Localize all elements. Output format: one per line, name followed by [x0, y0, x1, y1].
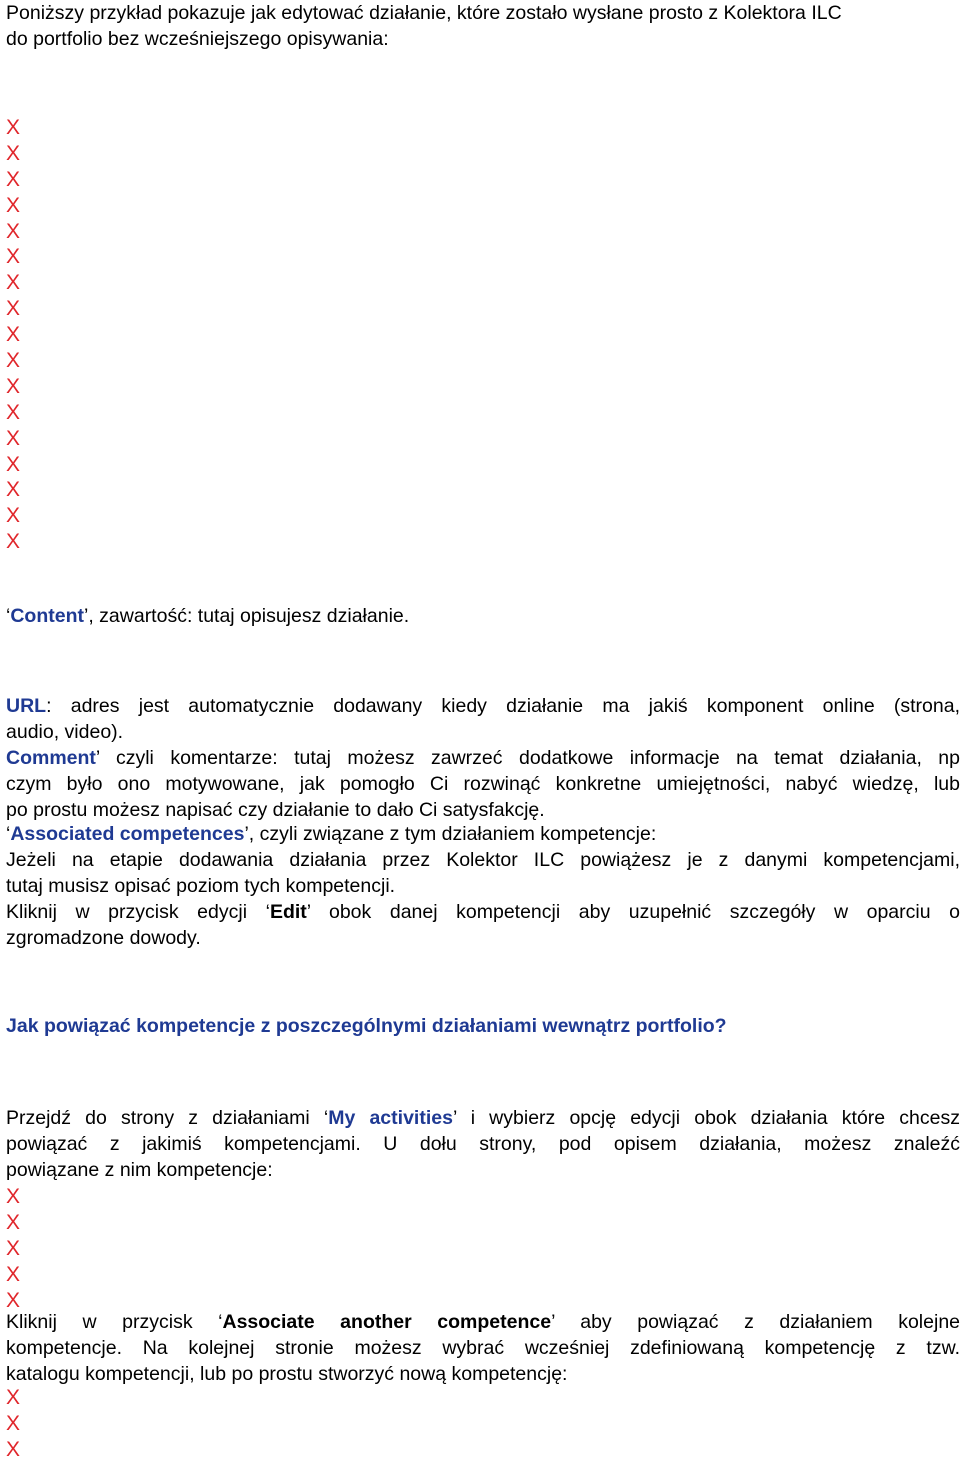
heading-text: Jak powiązać kompetencje z poszczególnymi działaniami wewnątrz portfolio? [6, 1015, 727, 1037]
intro-paragraph [6, 1, 960, 53]
broken-image-group-3 [6, 1385, 36, 1463]
content-term: Content [10, 605, 84, 627]
open-quote: ‘ [6, 823, 11, 845]
url-paragraph [6, 694, 960, 746]
associated-competences-description: ’, czyli związane z tym działaniem kompetencje: [244, 823, 657, 845]
kliknij-associate-paragraph [6, 1310, 960, 1388]
kliknij-associate-line-2: kompetencje. Na kolejnej stronie możesz wybrać wcześniej zdefiniowaną kompetencję z tzw. [6, 1336, 960, 1359]
przejdz-line-2: powiązać z jakimiś kompetencjami. U dołu strony, pod opisem działania, możesz znaleźć [6, 1132, 960, 1155]
kliknij-associate-before: Kliknij w przycisk ‘ [6, 1311, 223, 1333]
broken-image-icon: X [6, 349, 21, 373]
przejdz-before: Przejdź do strony z działaniami ‘ [6, 1107, 329, 1129]
broken-image-icon: X [6, 271, 21, 295]
broken-image-icon: X [6, 1288, 21, 1312]
content-description: ’, zawartość: tutaj opisujesz działanie. [84, 605, 410, 627]
broken-image-icon: X [6, 1437, 21, 1461]
broken-image-icon: X [6, 530, 21, 554]
kliknij-edit-line-2: zgromadzone dowody. [6, 926, 201, 949]
broken-image-icon: X [6, 426, 21, 450]
content-paragraph [6, 604, 960, 630]
intro-line-2: do portfolio bez wcześniejszego opisywania: [6, 27, 389, 50]
broken-image-icon: X [6, 167, 21, 191]
comment-line-2: czym było ono motywowane, jak pomogło Ci rozwinąć konkretne umiejętności, nabyć wiedzę, lub [6, 772, 960, 795]
open-quote: ‘ [6, 605, 11, 627]
broken-image-icon: X [6, 245, 21, 269]
kliknij-associate-line-3: katalogu kompetencji, lub po prostu stworzyć nową kompetencję: [6, 1362, 568, 1385]
broken-image-group-2 [6, 1184, 36, 1313]
my-activities-term: My activities [328, 1107, 453, 1129]
comment-term: Comment [6, 747, 96, 769]
comment-description: ’ czyli komentarze: tutaj możesz zawrzeć dodatkowe informacje na temat działania, np [95, 747, 960, 769]
broken-image-icon: X [6, 478, 21, 502]
broken-image-group-1 [6, 115, 36, 555]
przejdz-paragraph [6, 1106, 960, 1184]
url-term: URL [6, 695, 47, 717]
broken-image-icon: X [6, 297, 21, 321]
kliknij-associate-after: ’ aby powiązać z działaniem kolejne [551, 1311, 960, 1333]
broken-image-icon: X [6, 193, 21, 217]
kliknij-edit-after: ’ obok danej kompetencji aby uzupełnić szczegóły w oparciu o [306, 900, 960, 923]
broken-image-icon: X [6, 141, 21, 165]
section-heading [6, 1014, 960, 1040]
broken-image-icon: X [6, 1210, 21, 1234]
comment-paragraph [6, 746, 960, 824]
url-description: : adres jest automatycznie dodawany kiedy działanie ma jakiś komponent online (strona, [46, 695, 960, 717]
jezeli-line-1: Jeżeli na etapie dodawania działania przez Kolektor ILC powiążesz je z danymi kompetencjami, [6, 848, 960, 871]
broken-image-icon: X [6, 1236, 21, 1260]
broken-image-icon: X [6, 1262, 21, 1286]
associated-competences-paragraph [6, 822, 960, 952]
przejdz-after: ’ i wybierz opcję edycji obok działania które chcesz [452, 1107, 960, 1129]
broken-image-icon: X [6, 452, 21, 476]
jezeli-line-2: tutaj musisz opisać poziom tych kompetencji. [6, 874, 396, 897]
edit-term: Edit [269, 900, 307, 923]
broken-image-icon: X [6, 1185, 21, 1208]
broken-image-icon: X [6, 374, 21, 398]
przejdz-line-3: powiązane z nim kompetencje: [6, 1158, 273, 1181]
broken-image-icon: X [6, 1411, 21, 1435]
comment-line-3: po prostu możesz napisać czy działanie to dało Ci satysfakcję. [6, 798, 545, 821]
associated-competences-term: Associated competences [10, 823, 245, 845]
broken-image-icon: X [6, 323, 21, 347]
broken-image-icon: X [6, 1386, 21, 1409]
broken-image-icon: X [6, 219, 21, 243]
broken-image-icon: X [6, 400, 21, 424]
associate-another-competence-term: Associate another competence [222, 1311, 552, 1333]
url-line-2: audio, video). [6, 720, 124, 743]
broken-image-icon: X [6, 116, 21, 139]
broken-image-icon: X [6, 504, 21, 528]
intro-line-1: Poniższy przykład pokazuje jak edytować działanie, które zostało wysłane prosto z Kolektora ILC [6, 2, 842, 24]
kliknij-edit-before: Kliknij w przycisk edycji ‘ [6, 900, 270, 923]
